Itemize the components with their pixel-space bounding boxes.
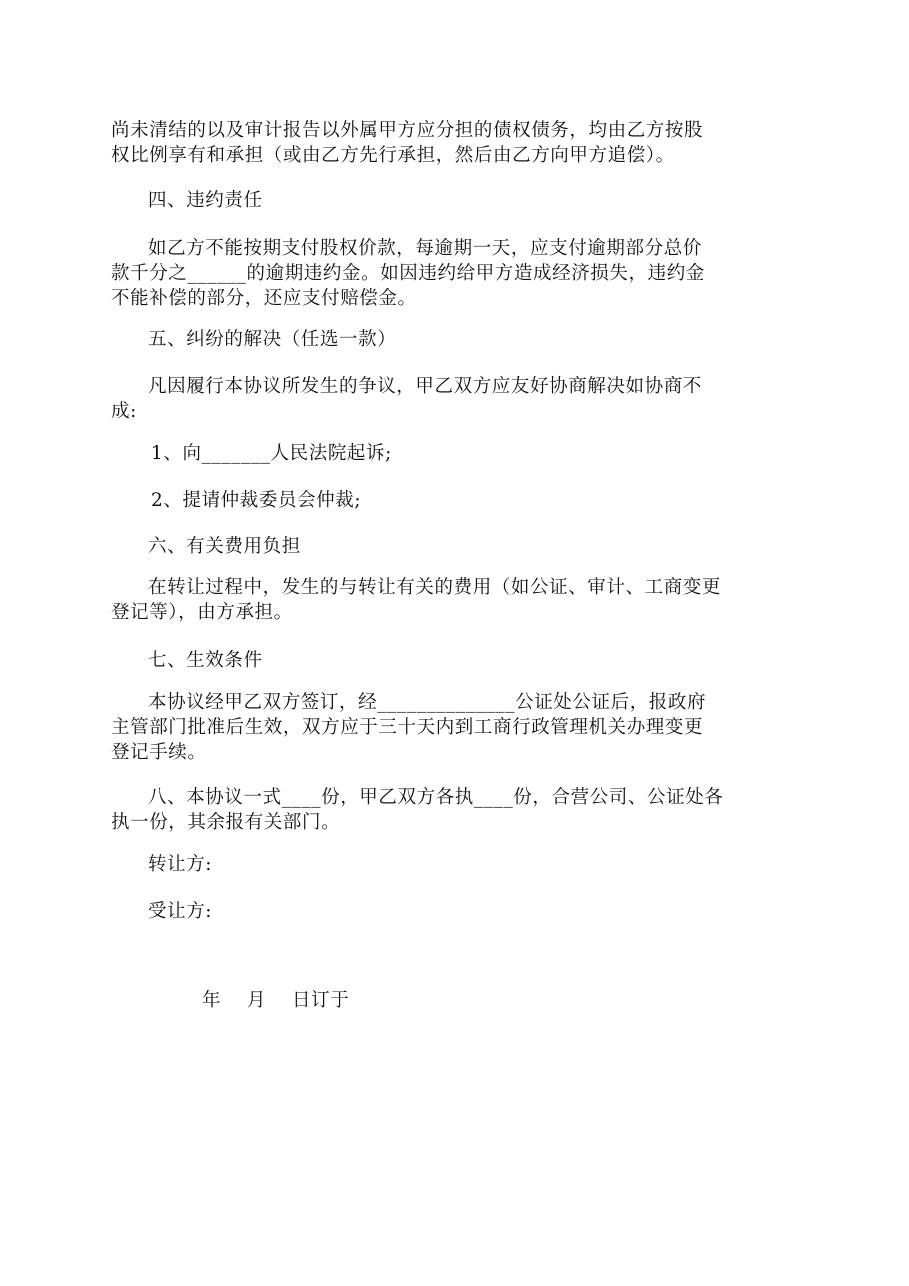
heading-text: 六、有关费用负担	[148, 536, 301, 557]
text-line: 在转让过程中，发生的与转让有关的费用（如公证、审计、工商变更	[148, 577, 722, 598]
text-line: 主管部门批准后生效，双方应于三十天内到工商行政管理机关办理变更	[111, 717, 704, 738]
heading-effective-conditions	[111, 648, 824, 673]
transferor-label	[111, 852, 824, 877]
signature-label: 受让方:	[148, 901, 213, 922]
heading-dispute-resolution	[111, 327, 824, 352]
list-item-text: 2、提请仲裁委员会仲裁;	[151, 490, 362, 511]
heading-text: 五、纠纷的解决（任选一款）	[148, 329, 397, 350]
text-line: 执一份，其余报有关部门。	[111, 812, 341, 833]
transferee-label	[111, 899, 824, 924]
heading-breach-liability	[111, 188, 824, 213]
text-line: 登记手续。	[111, 742, 207, 763]
heading-fees	[111, 534, 824, 559]
paragraph-copies	[111, 785, 787, 835]
text-line: 凡因履行本协议所发生的争议，甲乙双方应友好协商解决如协商不	[148, 376, 702, 397]
text-line: 权比例享有和承担（或由乙方先行承担，然后由乙方向甲方追偿）。	[111, 145, 675, 166]
signature-label: 转让方:	[148, 854, 213, 875]
list-item-court	[111, 441, 827, 466]
paragraph-late-payment	[111, 236, 787, 311]
text-line: 尚未清结的以及审计报告以外属甲方应分担的债权债务，均由乙方按股	[111, 120, 704, 141]
text-line: 八、本协议一式____份，甲乙双方各执____份，合营公司、公证处各	[148, 787, 724, 808]
text-line: 登记等），由方承担。	[111, 602, 293, 623]
text-line: 不能补偿的部分，还应支付赔偿金。	[111, 288, 417, 309]
heading-text: 七、生效条件	[148, 650, 263, 671]
text-line: 如乙方不能按期支付股权价款，每逾期一天，应支付逾期部分总价	[148, 238, 702, 259]
text-line: 款千分之______的逾期违约金。如因违约给甲方造成经济损失，违约金	[111, 263, 705, 284]
list-item-arbitration	[111, 488, 827, 513]
paragraph-debts	[111, 118, 787, 168]
paragraph-fees	[111, 575, 787, 625]
list-item-text: 1、向_______人民法院起诉;	[151, 443, 392, 464]
paragraph-effective	[111, 690, 787, 765]
paragraph-dispute	[111, 374, 787, 424]
date-line: 年 月 日订于	[202, 990, 350, 1011]
text-line: 本协议经甲乙双方签订，经______________公证处公证后，报政府	[148, 692, 707, 713]
heading-text: 四、违约责任	[148, 190, 263, 211]
text-line: 成:	[111, 401, 137, 422]
